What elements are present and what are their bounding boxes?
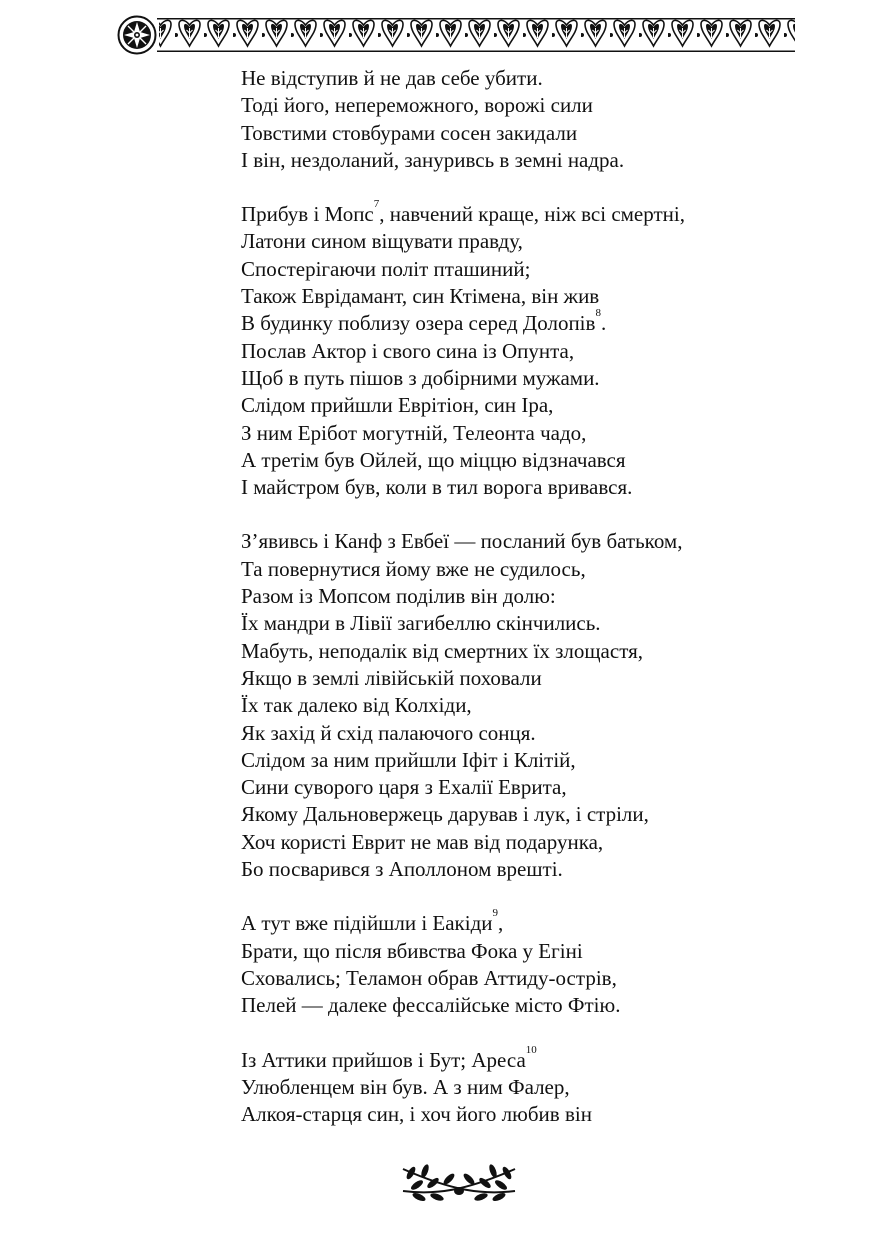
verse-line: Не відступив й не дав себе убити. xyxy=(241,66,543,90)
verse-line: Тоді його, непереможного, ворожі сили xyxy=(241,93,593,118)
stanza-4 xyxy=(241,907,841,1019)
footnote-marker[interactable]: 8 xyxy=(595,307,601,320)
verse-line: Щоб в путь пішов з добірними мужами. xyxy=(241,365,600,390)
verse-line: З’явивсь і Канф з Евбеї — посланий був батьком, xyxy=(241,529,683,554)
verse-text: Прибув і Мопс xyxy=(241,202,374,227)
footnote-marker[interactable]: 7 xyxy=(373,198,380,211)
meander-border-ornament-icon xyxy=(117,14,795,56)
footnote-marker[interactable]: 9 xyxy=(492,907,499,920)
verse-line: Латони сином віщувати правду, xyxy=(241,229,523,254)
verse-line: І майстром був, коли в тил ворога вривався. xyxy=(241,475,633,500)
verse-line: Улюбленцем він був. А з ним Фалер, xyxy=(241,1074,570,1099)
verse-line: Слідом прийшли Еврітіон, син Іра, xyxy=(241,393,554,418)
verse-line xyxy=(241,307,841,337)
verse-line: Разом із Мопсом поділив він долю: xyxy=(241,584,556,609)
verse-line: Спостерігаючи політ пташиний; xyxy=(241,256,531,281)
stanza-2 xyxy=(241,198,841,501)
footnote-marker[interactable]: 10 xyxy=(525,1043,537,1056)
verse-line: Сини суворого царя з Ехалії Еврита, xyxy=(241,775,567,800)
verse-line: Алкоя-старця син, і хоч його любив він xyxy=(241,1102,592,1127)
verse-line: Бо посварився з Аполлоном врешті. xyxy=(241,857,563,882)
verse-line: З ним Ерібот могутній, Телеонта чадо, xyxy=(241,420,587,445)
verse-line: Їх так далеко від Колхіди, xyxy=(241,693,472,718)
verse-line: Їх мандри в Лівії загибеллю скінчились. xyxy=(241,611,601,636)
verse-text: . xyxy=(600,311,607,336)
verse-line: Брати, що після вбивства Фока у Егіні xyxy=(241,938,583,963)
laurel-branches-ornament-icon xyxy=(395,1155,523,1205)
verse-text: , xyxy=(498,911,504,936)
verse-line: Також Еврідамант, син Ктімена, він жив xyxy=(241,284,600,309)
stanza-3 xyxy=(241,528,841,883)
verse-line xyxy=(241,1043,841,1074)
verse-text: Із Аттики прийшов і Бут; Ареса xyxy=(241,1047,526,1072)
verse-line: І він, нездоланий, зануривсь в земні надра. xyxy=(241,147,625,172)
verse-line: Послав Актор і свого сина із Опунта, xyxy=(241,338,575,363)
verse-line: Пелей — далеке фессалійське місто Фтію. xyxy=(241,993,621,1018)
verse-text: В будинку поблизу озера серед Долопів xyxy=(241,311,596,336)
verse-line: Як захід й схід палаючого сонця. xyxy=(241,720,536,745)
verse-text: , навчений краще, ніж всі смертні, xyxy=(379,202,685,227)
poem-text xyxy=(241,65,841,1128)
verse-line: А третім був Ойлей, що міццю відзначався xyxy=(241,447,626,472)
verse-line: Якому Дальновержець дарував і лук, і стріли, xyxy=(241,802,649,827)
verse-line: Хоч користі Еврит не мав від подарунка, xyxy=(241,829,604,854)
verse-line: Якщо в землі лівійській поховали xyxy=(241,665,542,690)
verse-text: А тут вже підійшли і Еакіди xyxy=(241,911,493,936)
stanza-1 xyxy=(241,65,841,174)
verse-line: Мабуть, неподалік від смертних їх злощастя, xyxy=(241,638,644,663)
verse-line xyxy=(241,907,841,937)
verse-line xyxy=(241,198,841,228)
verse-line: Сховались; Теламон обрав Аттиду-острів, xyxy=(241,965,617,990)
verse-line: Слідом за ним прийшли Іфіт і Клітій, xyxy=(241,747,576,772)
stanza-5 xyxy=(241,1043,841,1129)
verse-line: Та повернутися йому вже не судилось, xyxy=(241,556,586,581)
verse-line: Товстими стовбурами сосен закидали xyxy=(241,120,578,145)
